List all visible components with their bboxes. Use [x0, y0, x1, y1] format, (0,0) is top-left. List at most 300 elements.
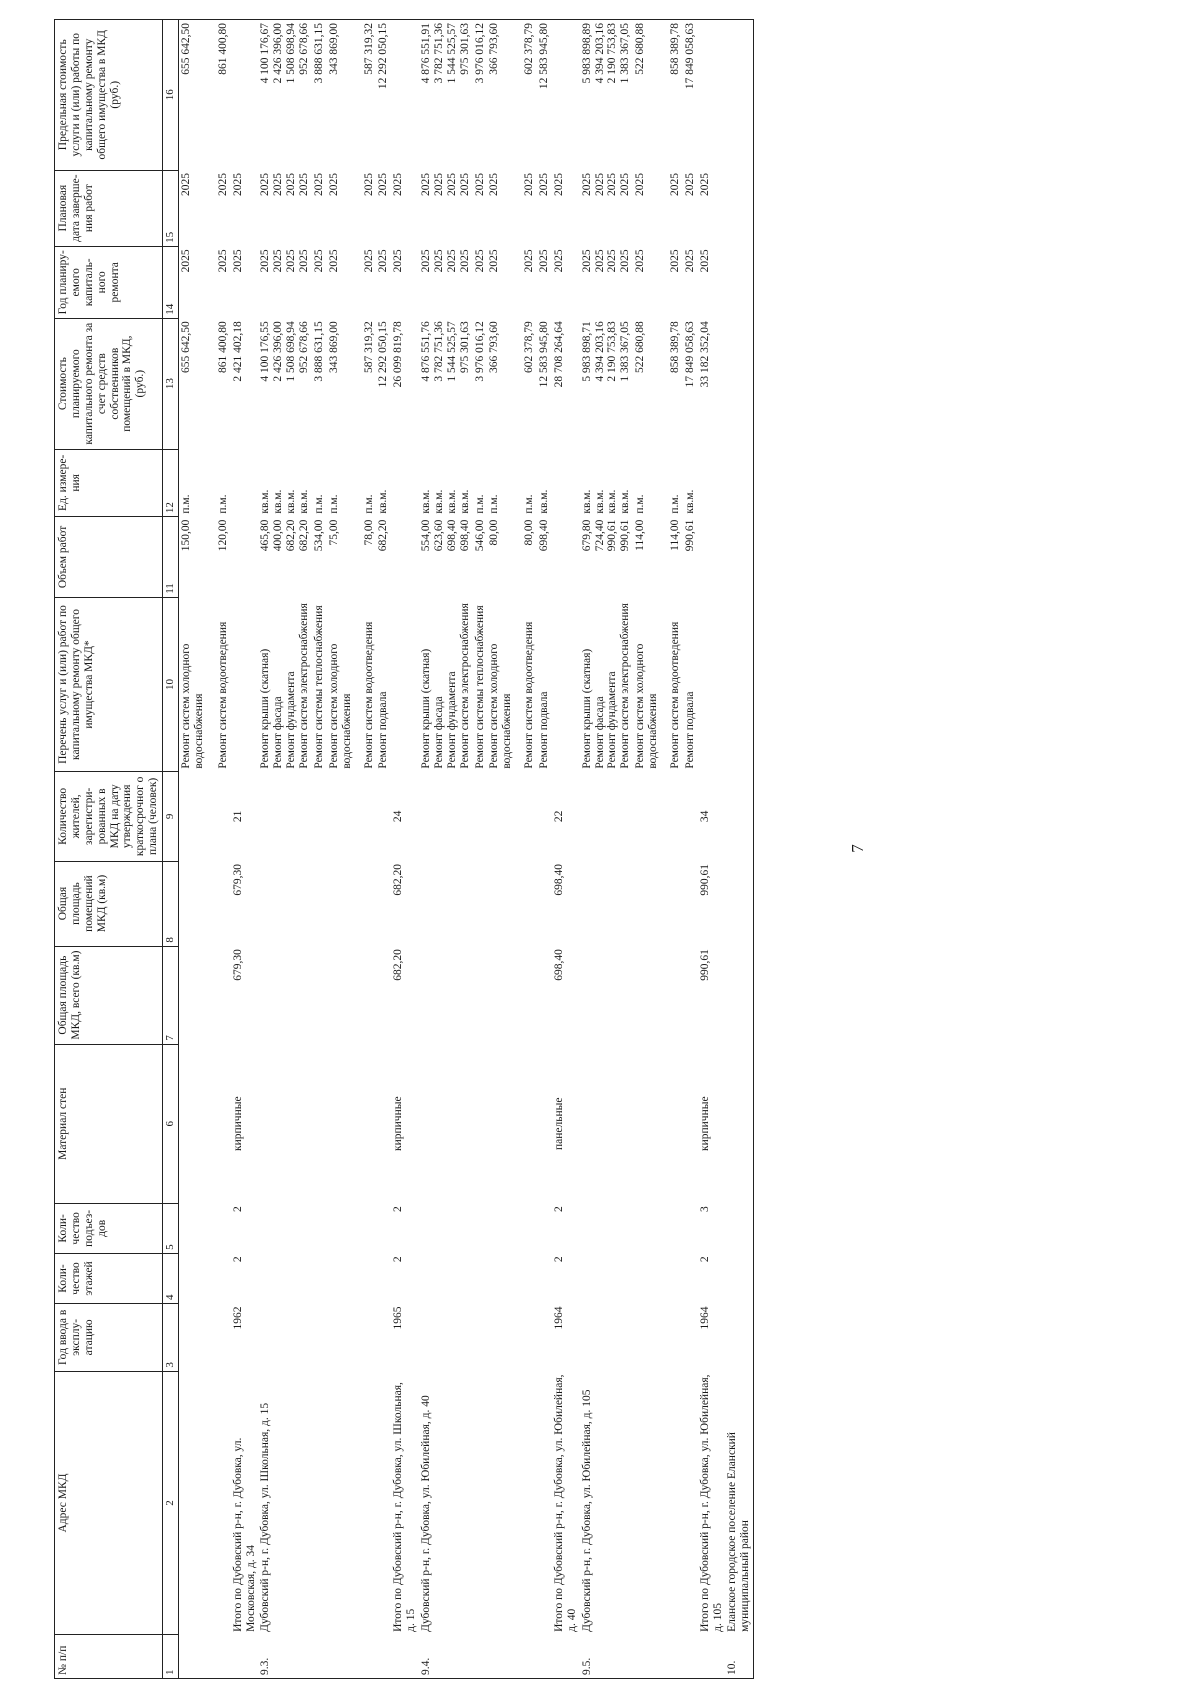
- unit-item: кв.м.: [580, 489, 593, 514]
- work-cell: Ремонт систем водоотведения: [668, 621, 681, 769]
- limit-item: 2 190 753,83: [606, 23, 619, 84]
- limit-item: 975 301,63: [458, 23, 471, 75]
- table-row: [327, 20, 355, 1679]
- column-number: 11: [163, 517, 179, 598]
- volume-cell: 114,00: [634, 519, 647, 551]
- cost-cell: 12 583 945,80: [538, 321, 550, 388]
- header-cell: Адрес МКД: [55, 1371, 163, 1635]
- unit-item: кв.м.: [432, 489, 445, 514]
- cost-list: [580, 318, 634, 449]
- residents-cell: 34: [698, 810, 711, 823]
- year-cell: 2025: [698, 249, 711, 273]
- year-built-cell: 1962: [231, 1306, 244, 1330]
- year-item: 2025: [432, 249, 445, 273]
- area-rooms-cell: 682,20: [392, 864, 405, 896]
- area-rooms-cell: 698,40: [552, 864, 565, 896]
- volume-cell: 120,00: [216, 519, 229, 552]
- year-item: 2025: [580, 249, 593, 273]
- area-rooms-cell: 990,61: [698, 864, 711, 896]
- floors-cell: 2: [392, 1256, 405, 1263]
- column-number: 12: [163, 449, 179, 517]
- column-number: 15: [163, 170, 179, 246]
- address-cell: Дубовский р-н, г. Дубовка, ул. Школьная, д. 15: [259, 1402, 272, 1632]
- year-cell: 2025: [683, 249, 696, 273]
- limit-item: 1 508 698,94: [285, 23, 298, 84]
- header-cell: Общая площадь МКД, всего (кв.м): [55, 946, 163, 1044]
- limit-item: 5 983 898,89: [580, 23, 593, 84]
- limit-cell: 343 869,00: [327, 20, 355, 171]
- unit-cell: п.м.: [327, 494, 340, 514]
- volume-cell: 698,40: [538, 519, 550, 552]
- end-list: [580, 170, 634, 246]
- cost-list: [258, 318, 312, 449]
- material-cell: кирпичные: [698, 1096, 711, 1152]
- year-cell: 2025: [473, 249, 486, 273]
- cost-cell: 861 400,80: [216, 321, 229, 373]
- volume-item: 724,40: [593, 519, 606, 552]
- header-cell: Перечень услуг и (или) работ по капитальному ремонту общего имущества МКД*: [55, 597, 163, 771]
- limit-item: 1 383 367,05: [619, 23, 632, 84]
- unit-cell: кв.м.: [377, 489, 390, 514]
- limit-item: 3 782 751,36: [432, 23, 445, 84]
- limit-item: 952 678,66: [298, 23, 310, 75]
- entrances-cell: 2: [392, 1206, 405, 1213]
- total-row: [231, 20, 259, 1679]
- floors-cell: 2: [552, 1256, 565, 1263]
- row-number: 9.5.: [580, 1635, 634, 1679]
- year-list: [580, 246, 634, 318]
- volume-cell: 78,00: [362, 519, 375, 546]
- limit-cell: 587 319,32: [355, 20, 377, 171]
- year-built-cell: 1965: [392, 1306, 405, 1330]
- work-item: Ремонт фундамента: [445, 671, 458, 769]
- cost-cell: 3 976 016,12: [473, 321, 486, 382]
- limit-list: [419, 20, 473, 171]
- year-item: 2025: [298, 249, 310, 273]
- end-item: 2025: [445, 173, 458, 197]
- column-number: 8: [163, 861, 179, 946]
- cost-item: 4 394 203,16: [593, 321, 606, 382]
- unit-cell: п.м.: [362, 494, 375, 514]
- end-cell: 2025: [552, 173, 565, 197]
- column-number: 1: [163, 1635, 179, 1679]
- unit-item: кв.м.: [606, 489, 619, 514]
- year-cell: 2025: [392, 249, 405, 273]
- work-item: Ремонт крыши (скатная): [580, 648, 593, 769]
- work-item: Ремонт фасада: [593, 696, 606, 769]
- unit-list: [258, 449, 312, 517]
- work-cell: Ремонт систем холодного водоснабжения: [634, 643, 659, 769]
- cost-cell: 26 099 819,78: [392, 321, 405, 388]
- volume-item: 698,40: [445, 519, 458, 552]
- column-number: 14: [163, 246, 179, 318]
- year-cell: 2025: [362, 249, 375, 273]
- volume-item: 623,60: [432, 519, 445, 552]
- limit-cell: 861 400,80: [207, 20, 231, 171]
- end-cell: 2025: [523, 173, 536, 197]
- year-built-cell: 1964: [698, 1306, 711, 1330]
- total-row: [391, 20, 419, 1679]
- year-item: 2025: [619, 249, 632, 273]
- header-cell: Год планиру-емого капиталь-ного ремонта: [55, 246, 163, 318]
- unit-cell: п.м.: [668, 494, 681, 514]
- area-total-cell: 990,61: [698, 949, 711, 981]
- unit-cell: п.м.: [523, 494, 536, 514]
- cost-cell: 366 793,60: [488, 321, 501, 373]
- volume-cell: 546,00: [473, 519, 486, 552]
- unit-cell: п.м.: [488, 494, 501, 514]
- material-cell: кирпичные: [231, 1096, 244, 1152]
- total-address: Итого по Дубовский р-н, г. Дубовка, ул. Юбилейная, д. 40: [552, 1374, 578, 1632]
- year-cell: 2025: [634, 249, 647, 273]
- cost-cell: 33 182 352,04: [698, 321, 711, 388]
- year-cell: 2025: [231, 249, 244, 273]
- capital-repair-table: [54, 19, 754, 1679]
- work-item: Ремонт систем электроснабжения: [458, 603, 471, 769]
- end-item: 2025: [432, 173, 445, 197]
- end-item: 2025: [420, 173, 432, 197]
- year-item: 2025: [420, 249, 432, 273]
- cost-item: 5 983 898,71: [580, 321, 593, 382]
- work-item: Ремонт фундамента: [606, 671, 619, 769]
- work-list: [258, 597, 312, 771]
- header-cell: Объем работ: [55, 517, 163, 598]
- table-row: [376, 20, 391, 1679]
- unit-item: кв.м.: [285, 489, 298, 514]
- volume-item: 990,61: [606, 519, 619, 552]
- total-address: Итого по Дубовский р-н, г. Дубовка, ул. Школьная, д. 15: [392, 1382, 418, 1632]
- column-number: 7: [163, 946, 179, 1044]
- cost-cell: 12 292 050,15: [377, 321, 390, 388]
- year-item: 2025: [606, 249, 619, 273]
- cost-item: 2 190 753,83: [606, 321, 619, 382]
- unit-item: кв.м.: [619, 489, 632, 514]
- year-built-cell: 1964: [552, 1306, 565, 1330]
- year-cell: 2025: [552, 249, 565, 273]
- year-cell: 2025: [377, 249, 390, 273]
- limit-item: 4 876 551,91: [420, 23, 432, 84]
- page-number: 7: [848, 844, 867, 853]
- volume-cell: 80,00: [488, 519, 501, 546]
- cost-cell: 17 849 058,63: [683, 321, 696, 388]
- work-item: Ремонт крыши (скатная): [420, 648, 432, 769]
- work-list: [419, 597, 473, 771]
- cost-item: 3 782 751,36: [432, 321, 445, 382]
- unit-cell: кв.м.: [683, 489, 696, 514]
- end-cell: 2025: [327, 173, 340, 197]
- cost-cell: 655 642,50: [180, 321, 192, 373]
- cost-cell: 858 389,78: [668, 321, 681, 373]
- header-cell: Стоимость планируемого капитального ремонта за счет средств собственников помещений в МКД, (руб.): [55, 318, 163, 449]
- table-row: [179, 20, 207, 1679]
- cost-item: 975 301,63: [458, 321, 471, 373]
- cost-item: 1 508 698,94: [285, 321, 298, 382]
- cost-cell: 2 421 402,18: [231, 321, 244, 382]
- volume-item: 698,40: [458, 519, 471, 552]
- column-number: 2: [163, 1371, 179, 1635]
- end-item: 2025: [580, 173, 593, 197]
- table-row: [207, 20, 231, 1679]
- end-item: 2025: [272, 173, 285, 197]
- work-item: Ремонт фасада: [432, 696, 445, 769]
- limit-cell: 522 680,88: [633, 20, 661, 171]
- cost-cell: 602 378,79: [523, 321, 536, 373]
- area-total-cell: 679,30: [231, 949, 244, 981]
- end-cell: 2025: [377, 173, 390, 197]
- column-number: 6: [163, 1044, 179, 1203]
- table-row: [355, 20, 377, 1679]
- limit-list: [258, 20, 312, 171]
- column-number: 4: [163, 1253, 179, 1303]
- limit-item: 4 394 203,16: [593, 23, 606, 84]
- work-cell: Ремонт системы теплоснабжения: [312, 605, 325, 769]
- year-list: [419, 246, 473, 318]
- header-row: [55, 20, 163, 1679]
- volume-cell: 114,00: [668, 519, 681, 551]
- material-cell: панельные: [552, 1097, 565, 1150]
- year-item: 2025: [593, 249, 606, 273]
- volume-item: 465,80: [259, 519, 272, 552]
- column-number: 13: [163, 318, 179, 449]
- year-cell: 2025: [668, 249, 681, 273]
- column-number: 9: [163, 772, 179, 861]
- address-cell: Дубовский р-н, г. Дубовка, ул. Юбилейная, д. 105: [580, 1389, 593, 1632]
- work-item: Ремонт фасада: [272, 696, 285, 769]
- end-cell: 2025: [231, 173, 244, 197]
- work-item: Ремонт систем электроснабжения: [298, 603, 310, 769]
- end-cell: 2025: [488, 173, 501, 197]
- year-cell: 2025: [216, 249, 229, 273]
- limit-cell: 655 642,50: [179, 20, 207, 171]
- limit-cell: 858 389,78: [661, 20, 683, 171]
- volume-item: 682,20: [298, 519, 310, 552]
- row-number: 9.3.: [258, 1635, 312, 1679]
- material-cell: кирпичные: [392, 1096, 405, 1152]
- work-cell: Ремонт систем водоотведения: [523, 621, 536, 769]
- entrances-cell: 3: [698, 1206, 711, 1213]
- column-number-row: [163, 20, 179, 1679]
- floors-cell: 2: [231, 1256, 244, 1263]
- table-row: [312, 20, 327, 1679]
- table-row: [473, 20, 488, 1679]
- limit-cell: 3 976 016,12: [473, 20, 488, 171]
- unit-list: [419, 449, 473, 517]
- work-list: [580, 597, 634, 771]
- column-number: 10: [163, 597, 179, 771]
- limit-item: 2 426 396,00: [272, 23, 285, 84]
- unit-cell: п.м.: [634, 494, 647, 514]
- residents-cell: 21: [231, 810, 244, 823]
- end-item: 2025: [285, 173, 298, 197]
- volume-cell: 75,00: [327, 519, 340, 546]
- volume-item: 682,20: [285, 519, 298, 552]
- floors-cell: 2: [698, 1256, 711, 1263]
- end-cell: 2025: [698, 173, 711, 197]
- area-rooms-cell: 679,30: [231, 864, 244, 896]
- header-cell: Количество жителей, зарегистри-рованных в МКД на дату утверждения краткосрочног о плана (человек): [55, 772, 163, 861]
- cost-item: 4 100 176,55: [259, 321, 272, 382]
- header-cell: Коли-чество подъез-дов: [55, 1203, 163, 1253]
- table-row: [419, 20, 473, 1679]
- end-item: 2025: [458, 173, 471, 197]
- work-item: Ремонт систем электроснабжения: [619, 603, 632, 769]
- year-item: 2025: [445, 249, 458, 273]
- area-total-cell: 698,40: [552, 949, 565, 981]
- work-cell: Ремонт систем холодного водоснабжения: [327, 643, 353, 769]
- end-item: 2025: [298, 173, 310, 197]
- end-item: 2025: [593, 173, 606, 197]
- column-number: 16: [163, 20, 179, 171]
- end-cell: 2025: [634, 173, 647, 197]
- table-row: [580, 20, 634, 1679]
- volume-cell: 990,61: [683, 519, 696, 552]
- year-cell: 2025: [180, 249, 192, 273]
- row-number: 10.: [725, 1635, 753, 1679]
- address-cell: Дубовский р-н, г. Дубовка, ул. Юбилейная, д. 40: [420, 1395, 432, 1632]
- volume-item: 990,61: [619, 519, 632, 552]
- table-row: [661, 20, 683, 1679]
- year-item: 2025: [259, 249, 272, 273]
- end-list: [419, 170, 473, 246]
- cost-item: 1 544 525,57: [445, 321, 458, 382]
- cost-cell: 522 680,88: [634, 321, 647, 373]
- entrances-cell: 2: [231, 1206, 244, 1213]
- work-cell: Ремонт систем холодного водоснабжения: [180, 643, 205, 769]
- cost-cell: 343 869,00: [327, 321, 340, 373]
- volume-item: 679,80: [580, 519, 593, 552]
- volume-list: [580, 517, 634, 598]
- limit-item: 1 544 525,57: [445, 23, 458, 84]
- work-item: Ремонт фундамента: [285, 671, 298, 769]
- unit-cell: п.м.: [473, 494, 486, 514]
- table-row: [515, 20, 537, 1679]
- limit-cell: 602 378,79: [515, 20, 537, 171]
- volume-list: [258, 517, 312, 598]
- cost-item: 1 383 367,05: [619, 321, 632, 382]
- limit-cell: 12 583 945,80: [537, 20, 552, 171]
- cost-cell: 3 888 631,15: [312, 321, 325, 382]
- cost-list: [419, 318, 473, 449]
- cost-item: 2 426 396,00: [272, 321, 285, 382]
- volume-cell: 534,00: [312, 519, 325, 552]
- end-cell: 2025: [216, 173, 229, 197]
- section-title: Еланское городское поселение Еланский муниципальный район: [725, 1371, 753, 1635]
- header-cell: Ед. измере-ния: [55, 449, 163, 517]
- unit-item: кв.м.: [272, 489, 285, 514]
- unit-cell: п.м.: [180, 494, 192, 514]
- entrances-cell: 2: [552, 1206, 565, 1213]
- limit-list: [580, 20, 634, 171]
- end-cell: 2025: [180, 173, 192, 197]
- work-cell: Ремонт систем водоотведения: [216, 621, 229, 769]
- volume-list: [419, 517, 473, 598]
- limit-item: 4 100 176,67: [259, 23, 272, 84]
- cost-cell: 587 319,32: [362, 321, 375, 373]
- end-cell: 2025: [538, 173, 550, 197]
- end-cell: 2025: [362, 173, 375, 197]
- volume-cell: 80,00: [523, 519, 536, 546]
- work-cell: Ремонт систем водоотведения: [362, 621, 375, 769]
- header-cell: № п/п: [55, 1635, 163, 1679]
- end-item: 2025: [259, 173, 272, 197]
- header-cell: Год ввода в эксплу-атацию: [55, 1304, 163, 1372]
- end-cell: 2025: [392, 173, 405, 197]
- residents-cell: 24: [392, 810, 405, 823]
- work-cell: Ремонт подвала: [377, 691, 390, 769]
- unit-item: кв.м.: [593, 489, 606, 514]
- table-row: [487, 20, 515, 1679]
- unit-cell: кв.м.: [538, 489, 550, 514]
- header-cell: Коли-чество этажей: [55, 1253, 163, 1303]
- total-row: [698, 20, 726, 1679]
- total-row: [552, 20, 580, 1679]
- end-item: 2025: [606, 173, 619, 197]
- volume-cell: 150,00: [180, 519, 192, 552]
- year-cell: 2025: [312, 249, 325, 273]
- total-address: Итого по Дубовский р-н, г. Дубовка, ул. Московская, д. 34: [231, 1437, 257, 1632]
- table-row: [258, 20, 312, 1679]
- end-cell: 2025: [473, 173, 486, 197]
- end-cell: 2025: [312, 173, 325, 197]
- year-item: 2025: [285, 249, 298, 273]
- unit-item: кв.м.: [298, 489, 310, 514]
- section-row: [725, 20, 753, 1679]
- unit-item: кв.м.: [458, 489, 471, 514]
- work-cell: Ремонт подвала: [683, 691, 696, 769]
- volume-cell: 682,20: [377, 519, 390, 552]
- cost-item: 4 876 551,76: [420, 321, 432, 382]
- volume-item: 400,00: [272, 519, 285, 552]
- header-cell: Плановая дата заверше-ния работ: [55, 170, 163, 246]
- volume-item: 554,00: [420, 519, 432, 552]
- year-cell: 2025: [538, 249, 550, 273]
- limit-cell: 12 292 050,15: [376, 20, 391, 171]
- work-cell: Ремонт подвала: [538, 691, 550, 769]
- year-item: 2025: [458, 249, 471, 273]
- unit-list: [580, 449, 634, 517]
- area-total-cell: 682,20: [392, 949, 405, 981]
- column-number: 5: [163, 1203, 179, 1253]
- row-number: 9.4.: [419, 1635, 473, 1679]
- limit-cell: 3 888 631,15: [312, 20, 327, 171]
- end-item: 2025: [619, 173, 632, 197]
- work-cell: Ремонт системы теплоснабжения: [473, 605, 486, 769]
- end-cell: 2025: [668, 173, 681, 197]
- cost-item: 952 678,66: [298, 321, 310, 373]
- cost-cell: 28 708 264,64: [552, 321, 565, 388]
- year-cell: 2025: [327, 249, 340, 273]
- unit-item: кв.м.: [420, 489, 432, 514]
- year-cell: 2025: [488, 249, 501, 273]
- unit-item: кв.м.: [259, 489, 272, 514]
- end-list: [258, 170, 312, 246]
- year-item: 2025: [272, 249, 285, 273]
- work-cell: Ремонт систем холодного водоснабжения: [488, 643, 514, 769]
- unit-cell: п.м.: [216, 494, 229, 514]
- unit-cell: п.м.: [312, 494, 325, 514]
- unit-item: кв.м.: [445, 489, 458, 514]
- header-cell: Предельная стоимость услуги и (или) работы по капитальному ремонту общего имущества в МКД (руб.): [55, 20, 163, 171]
- table-row: [633, 20, 661, 1679]
- header-cell: Материал стен: [55, 1044, 163, 1203]
- limit-cell: 366 793,60: [487, 20, 515, 171]
- residents-cell: 22: [552, 810, 565, 823]
- column-number: 3: [163, 1304, 179, 1372]
- table-row: [537, 20, 552, 1679]
- limit-cell: 17 849 058,63: [683, 20, 698, 171]
- work-item: Ремонт крыши (скатная): [259, 648, 272, 769]
- year-list: [258, 246, 312, 318]
